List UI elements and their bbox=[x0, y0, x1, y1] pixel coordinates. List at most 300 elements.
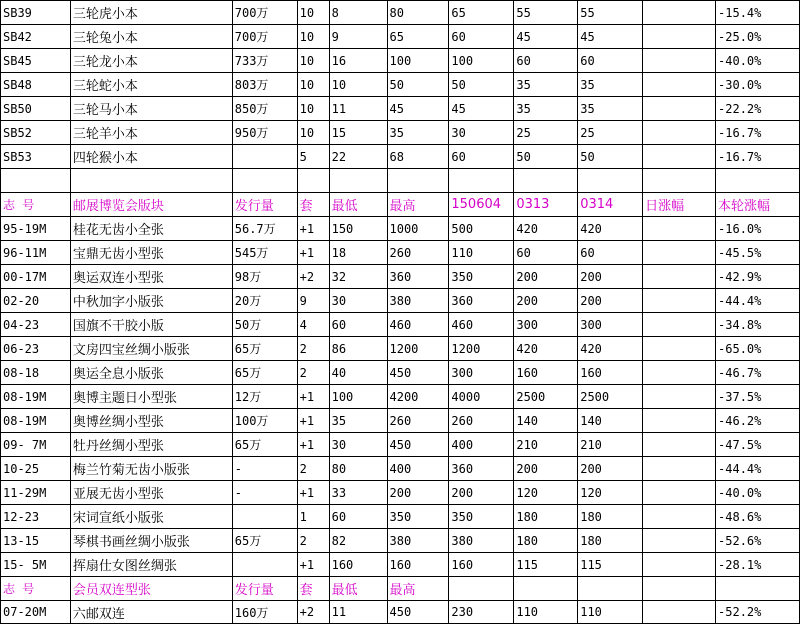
table-cell[interactable]: +1 bbox=[297, 433, 329, 457]
table-cell[interactable]: 300 bbox=[578, 313, 643, 337]
table-cell[interactable]: 25 bbox=[514, 121, 578, 145]
table-cell[interactable] bbox=[643, 457, 716, 481]
table-cell[interactable]: 00-17M bbox=[1, 265, 71, 289]
table-cell[interactable] bbox=[232, 169, 297, 193]
table-cell[interactable]: +1 bbox=[297, 385, 329, 409]
table-cell[interactable] bbox=[387, 169, 449, 193]
table-cell[interactable]: 奥运双连小型张 bbox=[70, 265, 232, 289]
table-cell[interactable]: 35 bbox=[514, 97, 578, 121]
table-cell[interactable]: 95-19M bbox=[1, 217, 71, 241]
table-cell[interactable]: 96-11M bbox=[1, 241, 71, 265]
table-cell[interactable] bbox=[643, 241, 716, 265]
table-cell[interactable]: 10 bbox=[297, 97, 329, 121]
table-cell[interactable]: 160万 bbox=[232, 601, 297, 624]
table-cell[interactable]: 360 bbox=[387, 265, 449, 289]
table-cell[interactable] bbox=[643, 25, 716, 49]
table-cell[interactable]: 200 bbox=[514, 457, 578, 481]
table-cell[interactable]: -16.7% bbox=[716, 121, 800, 145]
table-cell[interactable]: 35 bbox=[387, 121, 449, 145]
table-cell[interactable]: SB48 bbox=[1, 73, 71, 97]
table-cell[interactable]: 60 bbox=[578, 241, 643, 265]
table-cell[interactable]: 30 bbox=[329, 433, 387, 457]
table-cell[interactable]: -44.4% bbox=[716, 289, 800, 313]
table-cell[interactable]: SB42 bbox=[1, 25, 71, 49]
table-cell[interactable]: 13-15 bbox=[1, 529, 71, 553]
table-row bbox=[1, 313, 800, 337]
table-cell[interactable]: +2 bbox=[297, 601, 329, 624]
table-cell[interactable]: 2500 bbox=[578, 385, 643, 409]
table-cell[interactable]: - bbox=[232, 457, 297, 481]
table-cell[interactable]: 86 bbox=[329, 337, 387, 361]
table-cell[interactable]: 420 bbox=[578, 337, 643, 361]
table-cell[interactable]: 10 bbox=[297, 73, 329, 97]
table-cell[interactable]: 380 bbox=[449, 529, 514, 553]
table-cell[interactable] bbox=[232, 505, 297, 529]
table-cell[interactable]: 350 bbox=[449, 505, 514, 529]
table-cell[interactable]: 60 bbox=[514, 241, 578, 265]
table-cell[interactable]: 450 bbox=[387, 433, 449, 457]
table-cell[interactable]: -46.7% bbox=[716, 361, 800, 385]
table-cell[interactable]: 32 bbox=[329, 265, 387, 289]
table-cell[interactable]: 380 bbox=[387, 289, 449, 313]
table-cell[interactable]: 10 bbox=[297, 1, 329, 25]
table-cell[interactable]: SB50 bbox=[1, 97, 71, 121]
table-cell[interactable]: 56.7万 bbox=[232, 217, 297, 241]
table-cell[interactable]: -44.4% bbox=[716, 457, 800, 481]
table-cell[interactable]: 2 bbox=[297, 337, 329, 361]
table-cell[interactable]: SB45 bbox=[1, 49, 71, 73]
table-cell[interactable]: 志 号 bbox=[1, 577, 71, 601]
table-cell[interactable]: 160 bbox=[514, 361, 578, 385]
table-cell[interactable]: 发行量 bbox=[232, 577, 297, 601]
table-cell[interactable]: 45 bbox=[578, 25, 643, 49]
table-cell[interactable]: -52.6% bbox=[716, 529, 800, 553]
table-cell[interactable]: 450 bbox=[387, 601, 449, 624]
table-row bbox=[1, 241, 800, 265]
table-cell[interactable]: 180 bbox=[514, 505, 578, 529]
table-row bbox=[1, 457, 800, 481]
table-cell[interactable]: 100 bbox=[387, 49, 449, 73]
table-cell[interactable]: 桂花无齿小全张 bbox=[70, 217, 232, 241]
table-cell[interactable]: 68 bbox=[387, 145, 449, 169]
table-cell[interactable] bbox=[643, 361, 716, 385]
table-cell[interactable]: 110 bbox=[449, 241, 514, 265]
table-cell[interactable]: 15 bbox=[329, 121, 387, 145]
table-cell[interactable]: -46.2% bbox=[716, 409, 800, 433]
table-cell[interactable]: 35 bbox=[514, 73, 578, 97]
table-cell[interactable]: 200 bbox=[514, 265, 578, 289]
table-cell[interactable]: 160 bbox=[329, 553, 387, 577]
table-cell[interactable]: 60 bbox=[449, 25, 514, 49]
table-cell[interactable]: 180 bbox=[514, 529, 578, 553]
table-row bbox=[1, 73, 800, 97]
table-cell[interactable]: 宝鼎无齿小型张 bbox=[70, 241, 232, 265]
table-cell[interactable]: -25.0% bbox=[716, 25, 800, 49]
table-cell[interactable]: 200 bbox=[387, 481, 449, 505]
table-cell[interactable]: 50 bbox=[449, 73, 514, 97]
table-cell[interactable]: 08-19M bbox=[1, 385, 71, 409]
table-cell[interactable]: 08-19M bbox=[1, 409, 71, 433]
table-cell[interactable]: 四轮猴小本 bbox=[70, 145, 232, 169]
table-cell[interactable]: 六邮双连 bbox=[70, 601, 232, 624]
table-cell[interactable]: 中秋加字小版张 bbox=[70, 289, 232, 313]
table-cell[interactable]: 65万 bbox=[232, 361, 297, 385]
table-cell[interactable]: 450 bbox=[387, 361, 449, 385]
table-cell[interactable]: 2500 bbox=[514, 385, 578, 409]
table-cell[interactable] bbox=[70, 169, 232, 193]
table-cell[interactable]: 国旗不干胶小版 bbox=[70, 313, 232, 337]
table-cell[interactable]: 100 bbox=[329, 385, 387, 409]
table-cell[interactable]: 最高 bbox=[387, 577, 449, 601]
table-cell[interactable]: 60 bbox=[449, 145, 514, 169]
table-cell[interactable]: 三轮羊小本 bbox=[70, 121, 232, 145]
table-cell[interactable]: 160 bbox=[449, 553, 514, 577]
table-cell[interactable] bbox=[643, 49, 716, 73]
table-cell[interactable] bbox=[514, 577, 578, 601]
table-cell[interactable] bbox=[643, 385, 716, 409]
table-cell[interactable]: 04-23 bbox=[1, 313, 71, 337]
table-cell[interactable]: -52.2% bbox=[716, 601, 800, 624]
table-cell[interactable]: +1 bbox=[297, 481, 329, 505]
table-cell[interactable]: 文房四宝丝绸小版张 bbox=[70, 337, 232, 361]
table-cell[interactable]: 15- 5M bbox=[1, 553, 71, 577]
table-cell[interactable] bbox=[232, 145, 297, 169]
table-cell[interactable] bbox=[232, 553, 297, 577]
table-cell[interactable] bbox=[643, 577, 716, 601]
table-cell[interactable] bbox=[643, 217, 716, 241]
table-cell[interactable]: 300 bbox=[514, 313, 578, 337]
table-cell[interactable]: 460 bbox=[387, 313, 449, 337]
table-cell[interactable]: 1000 bbox=[387, 217, 449, 241]
table-cell[interactable] bbox=[716, 577, 800, 601]
table-cell[interactable]: 10 bbox=[297, 25, 329, 49]
table-cell[interactable]: 115 bbox=[514, 553, 578, 577]
table-cell[interactable]: -48.6% bbox=[716, 505, 800, 529]
table-row bbox=[1, 553, 800, 577]
table-cell[interactable]: 350 bbox=[387, 505, 449, 529]
table-cell[interactable]: 65万 bbox=[232, 337, 297, 361]
table-cell[interactable]: 三轮虎小本 bbox=[70, 1, 232, 25]
table-cell[interactable]: -37.5% bbox=[716, 385, 800, 409]
table-cell[interactable]: 日涨幅 bbox=[643, 193, 716, 217]
table-cell[interactable] bbox=[449, 169, 514, 193]
table-cell[interactable]: 350 bbox=[449, 265, 514, 289]
table-cell[interactable]: 0313 bbox=[514, 193, 578, 217]
table-cell[interactable]: 260 bbox=[449, 409, 514, 433]
table-cell[interactable]: 10 bbox=[297, 121, 329, 145]
table-cell[interactable]: 50 bbox=[578, 145, 643, 169]
table-cell[interactable]: -28.1% bbox=[716, 553, 800, 577]
table-cell[interactable]: 09- 7M bbox=[1, 433, 71, 457]
table-cell[interactable] bbox=[329, 169, 387, 193]
table-cell[interactable]: 140 bbox=[514, 409, 578, 433]
table-cell[interactable] bbox=[643, 337, 716, 361]
table-cell[interactable]: +1 bbox=[297, 409, 329, 433]
table-cell[interactable]: 1200 bbox=[387, 337, 449, 361]
table-cell[interactable]: 82 bbox=[329, 529, 387, 553]
table-cell[interactable]: 4200 bbox=[387, 385, 449, 409]
table-cell[interactable] bbox=[643, 289, 716, 313]
table-cell[interactable]: 11 bbox=[329, 601, 387, 624]
table-cell[interactable]: 邮展博览会版块 bbox=[70, 193, 232, 217]
table-cell[interactable] bbox=[643, 553, 716, 577]
table-cell[interactable]: 100万 bbox=[232, 409, 297, 433]
table-cell[interactable]: 700万 bbox=[232, 25, 297, 49]
table-cell[interactable]: 10 bbox=[297, 49, 329, 73]
table-cell[interactable]: 22 bbox=[329, 145, 387, 169]
table-row bbox=[1, 361, 800, 385]
table-cell[interactable]: 55 bbox=[578, 1, 643, 25]
table-cell[interactable]: 140 bbox=[578, 409, 643, 433]
table-cell[interactable]: 9 bbox=[297, 289, 329, 313]
table-cell[interactable]: 60 bbox=[329, 313, 387, 337]
table-cell[interactable]: 950万 bbox=[232, 121, 297, 145]
table-cell[interactable]: 850万 bbox=[232, 97, 297, 121]
table-cell[interactable]: 98万 bbox=[232, 265, 297, 289]
table-cell[interactable]: 80 bbox=[329, 457, 387, 481]
table-cell[interactable]: 380 bbox=[387, 529, 449, 553]
table-cell[interactable]: 16 bbox=[329, 49, 387, 73]
table-cell[interactable]: 套 bbox=[297, 193, 329, 217]
table-cell[interactable]: 套 bbox=[297, 577, 329, 601]
table-cell[interactable]: 志 号 bbox=[1, 193, 71, 217]
table-cell[interactable]: 120 bbox=[514, 481, 578, 505]
table-cell[interactable]: 35 bbox=[578, 97, 643, 121]
table-cell[interactable]: 50 bbox=[514, 145, 578, 169]
table-cell[interactable]: 奥博丝绸小型张 bbox=[70, 409, 232, 433]
table-cell[interactable] bbox=[643, 145, 716, 169]
table-cell[interactable]: 牡丹丝绸小型张 bbox=[70, 433, 232, 457]
table-cell[interactable] bbox=[643, 481, 716, 505]
table-cell[interactable]: 20万 bbox=[232, 289, 297, 313]
table-cell[interactable]: +2 bbox=[297, 265, 329, 289]
blank-row bbox=[1, 169, 800, 193]
table-cell[interactable] bbox=[643, 73, 716, 97]
table-cell[interactable]: 60 bbox=[578, 49, 643, 73]
table-cell[interactable]: 200 bbox=[578, 289, 643, 313]
table-cell[interactable]: 发行量 bbox=[232, 193, 297, 217]
table-cell[interactable]: 260 bbox=[387, 241, 449, 265]
table-row bbox=[1, 481, 800, 505]
table-cell[interactable]: 65 bbox=[387, 25, 449, 49]
table-row bbox=[1, 601, 800, 624]
table-cell[interactable]: 08-18 bbox=[1, 361, 71, 385]
table-cell[interactable]: 45 bbox=[387, 97, 449, 121]
table-cell[interactable] bbox=[643, 409, 716, 433]
table-cell[interactable]: 65万 bbox=[232, 529, 297, 553]
table-row bbox=[1, 289, 800, 313]
table-cell[interactable]: 45 bbox=[449, 97, 514, 121]
table-cell[interactable]: 803万 bbox=[232, 73, 297, 97]
table-cell[interactable]: 最高 bbox=[387, 193, 449, 217]
table-cell[interactable]: 260 bbox=[387, 409, 449, 433]
table-cell[interactable]: 733万 bbox=[232, 49, 297, 73]
table-cell[interactable]: 02-20 bbox=[1, 289, 71, 313]
table-cell[interactable] bbox=[578, 169, 643, 193]
table-row bbox=[1, 217, 800, 241]
table-cell[interactable]: 60 bbox=[514, 49, 578, 73]
table-cell[interactable]: 420 bbox=[514, 217, 578, 241]
table-cell[interactable]: 60 bbox=[329, 505, 387, 529]
table-cell[interactable]: 120 bbox=[578, 481, 643, 505]
table-row bbox=[1, 1, 800, 25]
table-cell[interactable]: 160 bbox=[387, 553, 449, 577]
table-cell[interactable]: 三轮龙小本 bbox=[70, 49, 232, 73]
table-cell[interactable]: 4000 bbox=[449, 385, 514, 409]
table-cell[interactable]: 11-29M bbox=[1, 481, 71, 505]
table-cell[interactable]: 180 bbox=[578, 505, 643, 529]
table-cell[interactable]: SB39 bbox=[1, 1, 71, 25]
table-cell[interactable]: -47.5% bbox=[716, 433, 800, 457]
table-cell[interactable]: 80 bbox=[387, 1, 449, 25]
table-cell[interactable] bbox=[449, 577, 514, 601]
table-cell[interactable]: 最低 bbox=[329, 577, 387, 601]
table-cell[interactable]: 本轮涨幅 bbox=[716, 193, 800, 217]
table-cell[interactable]: 55 bbox=[514, 1, 578, 25]
table-cell[interactable]: -30.0% bbox=[716, 73, 800, 97]
table-cell[interactable]: 会员双连型张 bbox=[70, 577, 232, 601]
table-cell[interactable]: 8 bbox=[329, 1, 387, 25]
table-cell[interactable]: 12-23 bbox=[1, 505, 71, 529]
table-cell[interactable]: -22.2% bbox=[716, 97, 800, 121]
table-cell[interactable] bbox=[643, 313, 716, 337]
table-cell[interactable]: 210 bbox=[578, 433, 643, 457]
table-cell[interactable] bbox=[1, 169, 71, 193]
table-cell[interactable]: -34.8% bbox=[716, 313, 800, 337]
table-cell[interactable]: 100 bbox=[449, 49, 514, 73]
table-cell[interactable]: - bbox=[232, 481, 297, 505]
table-cell[interactable]: 9 bbox=[329, 25, 387, 49]
table-cell[interactable]: 06-23 bbox=[1, 337, 71, 361]
table-cell[interactable]: 5 bbox=[297, 145, 329, 169]
table-cell[interactable]: 200 bbox=[449, 481, 514, 505]
table-cell[interactable]: 18 bbox=[329, 241, 387, 265]
table-cell[interactable]: SB52 bbox=[1, 121, 71, 145]
table-cell[interactable]: 110 bbox=[578, 601, 643, 624]
table-cell[interactable]: 07-20M bbox=[1, 601, 71, 624]
table-cell[interactable] bbox=[643, 529, 716, 553]
table-cell[interactable]: -15.4% bbox=[716, 1, 800, 25]
table-cell[interactable] bbox=[643, 121, 716, 145]
table-cell[interactable] bbox=[643, 265, 716, 289]
table-cell[interactable]: -65.0% bbox=[716, 337, 800, 361]
table-cell[interactable] bbox=[643, 433, 716, 457]
table-cell[interactable]: 300 bbox=[449, 361, 514, 385]
table-cell[interactable]: 360 bbox=[449, 289, 514, 313]
table-cell[interactable]: 12万 bbox=[232, 385, 297, 409]
table-cell[interactable]: 50万 bbox=[232, 313, 297, 337]
table-cell[interactable]: 奥运全息小版张 bbox=[70, 361, 232, 385]
table-cell[interactable]: 180 bbox=[578, 529, 643, 553]
table-cell[interactable]: 35 bbox=[329, 409, 387, 433]
table-cell[interactable]: 50 bbox=[387, 73, 449, 97]
table-cell[interactable]: 2 bbox=[297, 529, 329, 553]
table-cell[interactable]: 45 bbox=[514, 25, 578, 49]
table-cell[interactable]: 亚展无齿小型张 bbox=[70, 481, 232, 505]
table-cell[interactable]: 2 bbox=[297, 361, 329, 385]
table-cell[interactable]: -45.5% bbox=[716, 241, 800, 265]
table-cell[interactable] bbox=[643, 97, 716, 121]
table-cell[interactable]: +1 bbox=[297, 553, 329, 577]
table-cell[interactable]: 420 bbox=[514, 337, 578, 361]
table-cell[interactable]: 400 bbox=[449, 433, 514, 457]
table-cell[interactable] bbox=[578, 577, 643, 601]
table-cell[interactable]: 65 bbox=[449, 1, 514, 25]
table-cell[interactable]: 25 bbox=[578, 121, 643, 145]
table-cell[interactable] bbox=[297, 169, 329, 193]
table-cell[interactable]: 30 bbox=[329, 289, 387, 313]
table-cell[interactable]: 200 bbox=[578, 265, 643, 289]
table-cell[interactable]: 4 bbox=[297, 313, 329, 337]
table-cell[interactable]: 160 bbox=[578, 361, 643, 385]
table-cell[interactable]: 宋词宣纸小版张 bbox=[70, 505, 232, 529]
table-cell[interactable]: 11 bbox=[329, 97, 387, 121]
table-cell[interactable]: -40.0% bbox=[716, 481, 800, 505]
table-cell[interactable]: 1 bbox=[297, 505, 329, 529]
table-cell[interactable] bbox=[643, 601, 716, 624]
table-row bbox=[1, 337, 800, 361]
table-cell[interactable]: -42.9% bbox=[716, 265, 800, 289]
table-cell[interactable]: 110 bbox=[514, 601, 578, 624]
table-cell[interactable]: 2 bbox=[297, 457, 329, 481]
table-cell[interactable] bbox=[716, 169, 800, 193]
table-cell[interactable]: 400 bbox=[387, 457, 449, 481]
table-cell[interactable]: -40.0% bbox=[716, 49, 800, 73]
table-cell[interactable]: 0314 bbox=[578, 193, 643, 217]
table-cell[interactable]: 150 bbox=[329, 217, 387, 241]
table-cell[interactable]: 150604 bbox=[449, 193, 514, 217]
table-cell[interactable] bbox=[643, 169, 716, 193]
table-cell[interactable] bbox=[643, 505, 716, 529]
table-cell[interactable]: 三轮兔小本 bbox=[70, 25, 232, 49]
table-cell[interactable]: 545万 bbox=[232, 241, 297, 265]
table-cell[interactable]: 三轮蛇小本 bbox=[70, 73, 232, 97]
table-cell[interactable]: 700万 bbox=[232, 1, 297, 25]
table-cell[interactable]: SB53 bbox=[1, 145, 71, 169]
table-cell[interactable]: 33 bbox=[329, 481, 387, 505]
table-cell[interactable]: 420 bbox=[578, 217, 643, 241]
table-cell[interactable]: 最低 bbox=[329, 193, 387, 217]
table-cell[interactable]: 200 bbox=[578, 457, 643, 481]
table-cell[interactable]: 115 bbox=[578, 553, 643, 577]
table-cell[interactable] bbox=[643, 1, 716, 25]
table-cell[interactable]: 梅兰竹菊无齿小版张 bbox=[70, 457, 232, 481]
table-cell[interactable]: 500 bbox=[449, 217, 514, 241]
table-cell[interactable]: 460 bbox=[449, 313, 514, 337]
table-cell[interactable]: 1200 bbox=[449, 337, 514, 361]
table-cell[interactable]: 200 bbox=[514, 289, 578, 313]
table-cell[interactable]: 360 bbox=[449, 457, 514, 481]
table-cell[interactable]: 琴棋书画丝绸小版张 bbox=[70, 529, 232, 553]
table-cell[interactable]: 210 bbox=[514, 433, 578, 457]
table-cell[interactable]: 奥博主题日小型张 bbox=[70, 385, 232, 409]
table-cell[interactable]: 65万 bbox=[232, 433, 297, 457]
table-cell[interactable]: -16.0% bbox=[716, 217, 800, 241]
table-cell[interactable]: 挥扇仕女图丝绸张 bbox=[70, 553, 232, 577]
table-cell[interactable]: 230 bbox=[449, 601, 514, 624]
table-cell[interactable] bbox=[514, 169, 578, 193]
table-cell[interactable]: +1 bbox=[297, 241, 329, 265]
table-cell[interactable]: 10-25 bbox=[1, 457, 71, 481]
table-cell[interactable]: 35 bbox=[578, 73, 643, 97]
table-cell[interactable]: -16.7% bbox=[716, 145, 800, 169]
table-cell[interactable]: 10 bbox=[329, 73, 387, 97]
table-cell[interactable]: 40 bbox=[329, 361, 387, 385]
table-cell[interactable]: 30 bbox=[449, 121, 514, 145]
table-row bbox=[1, 49, 800, 73]
table-cell[interactable]: +1 bbox=[297, 217, 329, 241]
table-cell[interactable]: 三轮马小本 bbox=[70, 97, 232, 121]
